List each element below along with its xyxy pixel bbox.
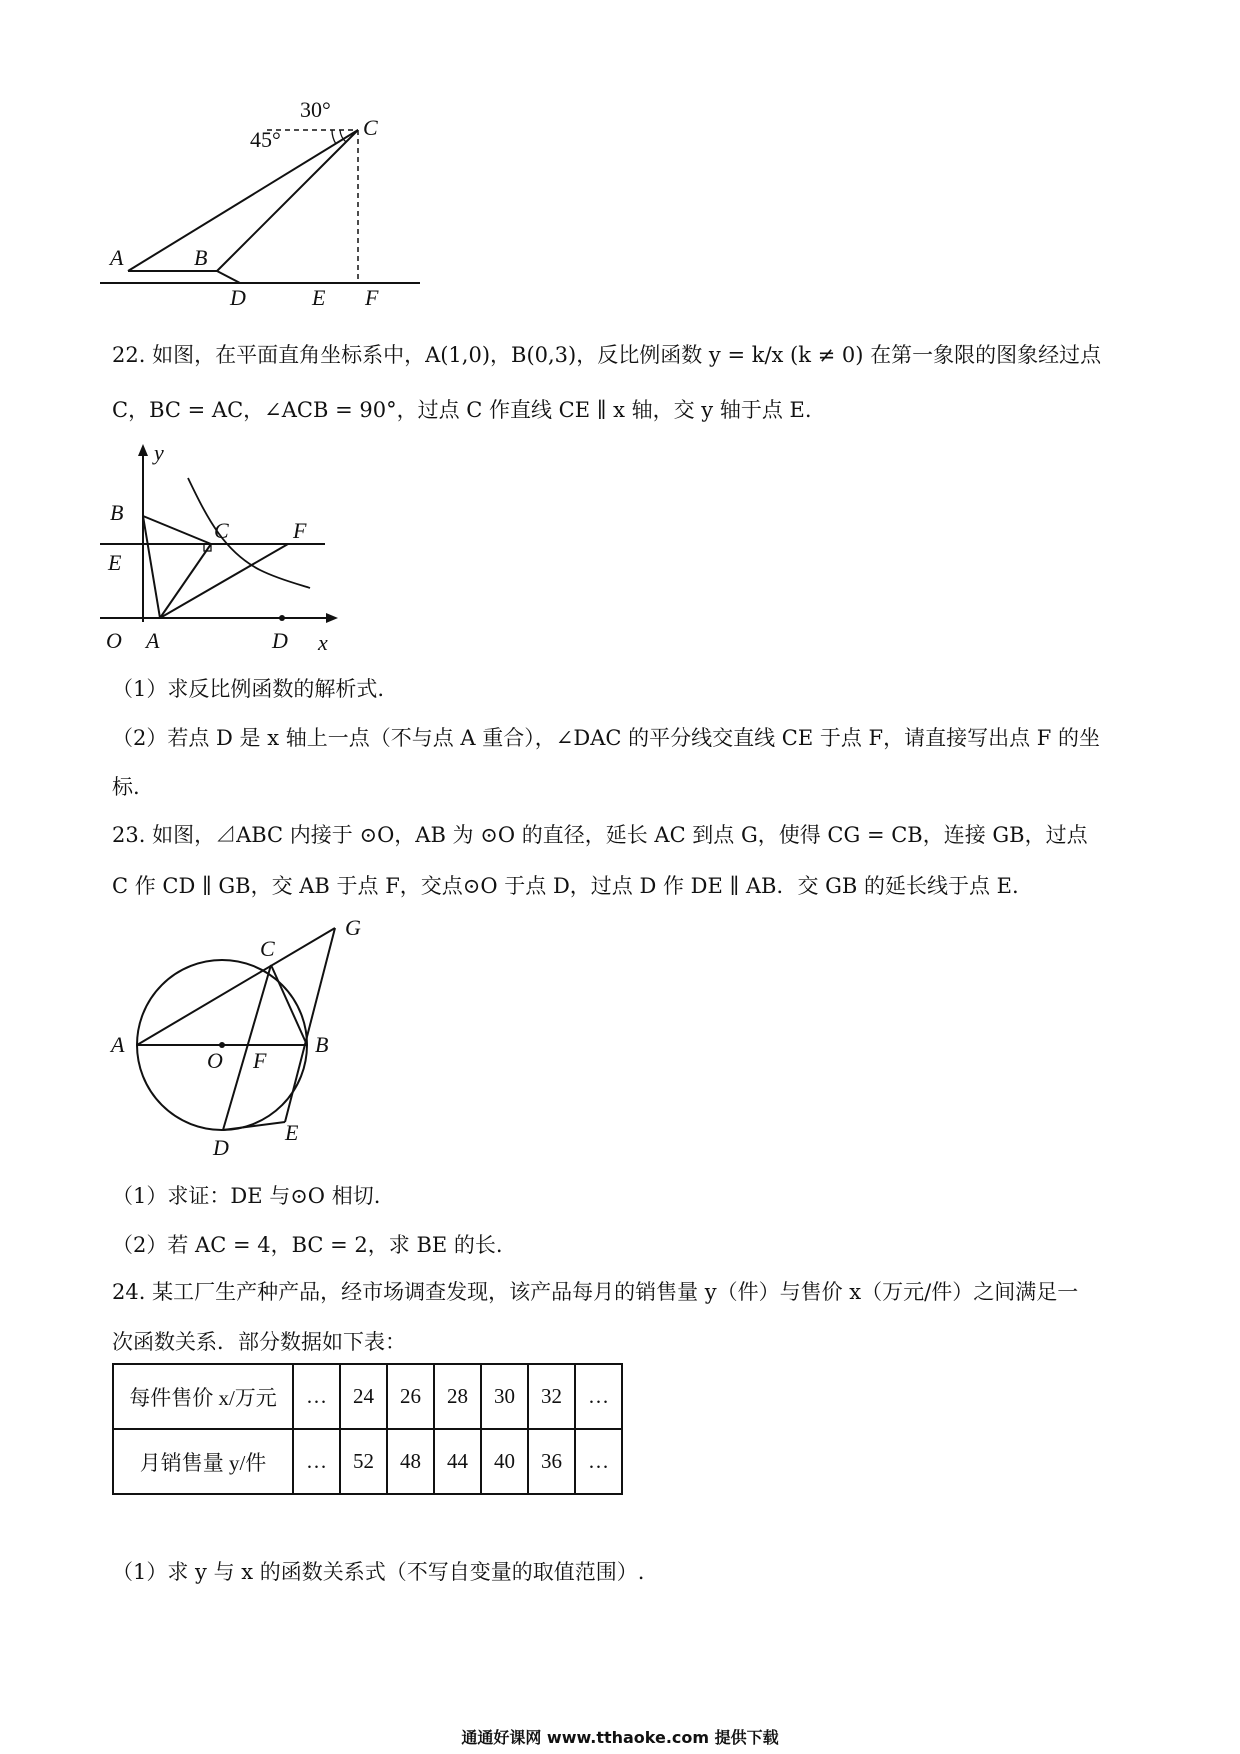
segment-BC <box>143 516 211 544</box>
angle-arc <box>332 130 336 144</box>
q23-part2: （2）若 AC = 4，BC = 2，求 BE 的长. <box>112 1233 503 1257</box>
q23-line1: 23. 如图，⊿ABC 内接于 ⊙O，AB 为 ⊙O 的直径，延长 AC 到点 G，使得 CG = CB，连接 GB，过点 <box>112 823 1088 847</box>
label-A: A <box>111 1032 125 1057</box>
figure-q22 <box>100 440 340 655</box>
label-F: F <box>253 1048 267 1073</box>
label-D: D <box>272 628 288 653</box>
table-cell: 28 <box>434 1364 481 1429</box>
line-AC <box>128 130 358 271</box>
segment-AF <box>160 544 288 618</box>
line-GE <box>285 928 335 1122</box>
label-D: D <box>213 1135 229 1160</box>
data-table <box>112 1363 623 1495</box>
label-O: O <box>207 1048 223 1073</box>
row-header: 每件售价 x/万元 <box>113 1364 293 1429</box>
q22-line2: C，BC = AC，∠ACB = 90°，过点 C 作直线 CE ∥ x 轴，交 y 轴于点 E. <box>112 398 812 422</box>
table-cell: … <box>293 1429 340 1494</box>
label-C: C <box>260 936 275 961</box>
table-row <box>113 1429 622 1494</box>
table-cell: 36 <box>528 1429 575 1494</box>
hyperbola-curve <box>188 478 310 588</box>
point-D <box>279 615 285 621</box>
line-BC <box>217 130 358 271</box>
row-header: 月销售量 y/件 <box>113 1429 293 1494</box>
table-cell: 40 <box>481 1429 528 1494</box>
label-E: E <box>312 285 326 310</box>
label-y: y <box>154 440 164 465</box>
label-G: G <box>345 915 361 940</box>
line-CB <box>271 965 307 1045</box>
q22-part1: （1）求反比例函数的解析式. <box>112 677 385 701</box>
label-C: C <box>363 115 378 140</box>
q22-part2-line1: （2）若点 D 是 x 轴上一点（不与点 A 重合），∠DAC 的平分线交直线 CE 于点 F，请直接写出点 F 的坐 <box>112 726 1101 750</box>
table-cell: 44 <box>434 1429 481 1494</box>
table-cell: 32 <box>528 1364 575 1429</box>
label-F: F <box>293 518 307 543</box>
label-B: B <box>194 245 208 270</box>
table-cell: … <box>575 1429 622 1494</box>
label-E: E <box>285 1120 299 1145</box>
figure-q23 <box>105 910 385 1160</box>
figure-q21 <box>100 95 440 315</box>
footer-source: 通通好课网 www.tthaoke.com 提供下载 <box>461 1728 779 1747</box>
q22-line1: 22. 如图，在平面直角坐标系中，A(1,0)，B(0,3)，反比例函数 y = k/x (k ≠ 0) 在第一象限的图象经过点 <box>112 343 1102 367</box>
table-cell: … <box>575 1364 622 1429</box>
table-cell: 48 <box>387 1429 434 1494</box>
table-cell: … <box>293 1364 340 1429</box>
label-x: x <box>318 630 328 655</box>
table-cell: 24 <box>340 1364 387 1429</box>
label-F: F <box>365 285 379 310</box>
label-30: 30° <box>300 97 331 122</box>
table-cell: 30 <box>481 1364 528 1429</box>
label-D: D <box>230 285 246 310</box>
label-E: E <box>108 550 122 575</box>
x-axis-arrow <box>326 613 338 623</box>
segment-BA <box>143 516 160 618</box>
table-row <box>113 1364 622 1429</box>
label-A: A <box>146 628 160 653</box>
line-BD <box>217 271 240 283</box>
label-A: A <box>110 245 124 270</box>
q23-line2: C 作 CD ∥ GB，交 AB 于点 F，交点⊙O 于点 D，过点 D 作 DE ∥ AB．交 GB 的延长线于点 E. <box>112 874 1019 898</box>
q24-line1: 24. 某工厂生产种产品，经市场调查发现，该产品每月的销售量 y（件）与售价 x（万元/件）之间满足一 <box>112 1280 1079 1304</box>
q24-line2: 次函数关系．部分数据如下表： <box>112 1330 406 1354</box>
y-axis-arrow <box>138 444 148 456</box>
q23-part1: （1）求证：DE 与⊙O 相切. <box>112 1184 381 1208</box>
q22-part2-line2: 标. <box>112 775 140 799</box>
table-cell: 26 <box>387 1364 434 1429</box>
table-cell: 52 <box>340 1429 387 1494</box>
segment-AC <box>160 544 211 618</box>
label-O: O <box>106 628 122 653</box>
label-B: B <box>315 1032 329 1057</box>
label-45: 45° <box>250 127 281 152</box>
label-C: C <box>214 518 229 543</box>
q24-part1: （1）求 y 与 x 的函数关系式（不写自变量的取值范围）. <box>112 1560 645 1584</box>
label-B: B <box>110 500 124 525</box>
